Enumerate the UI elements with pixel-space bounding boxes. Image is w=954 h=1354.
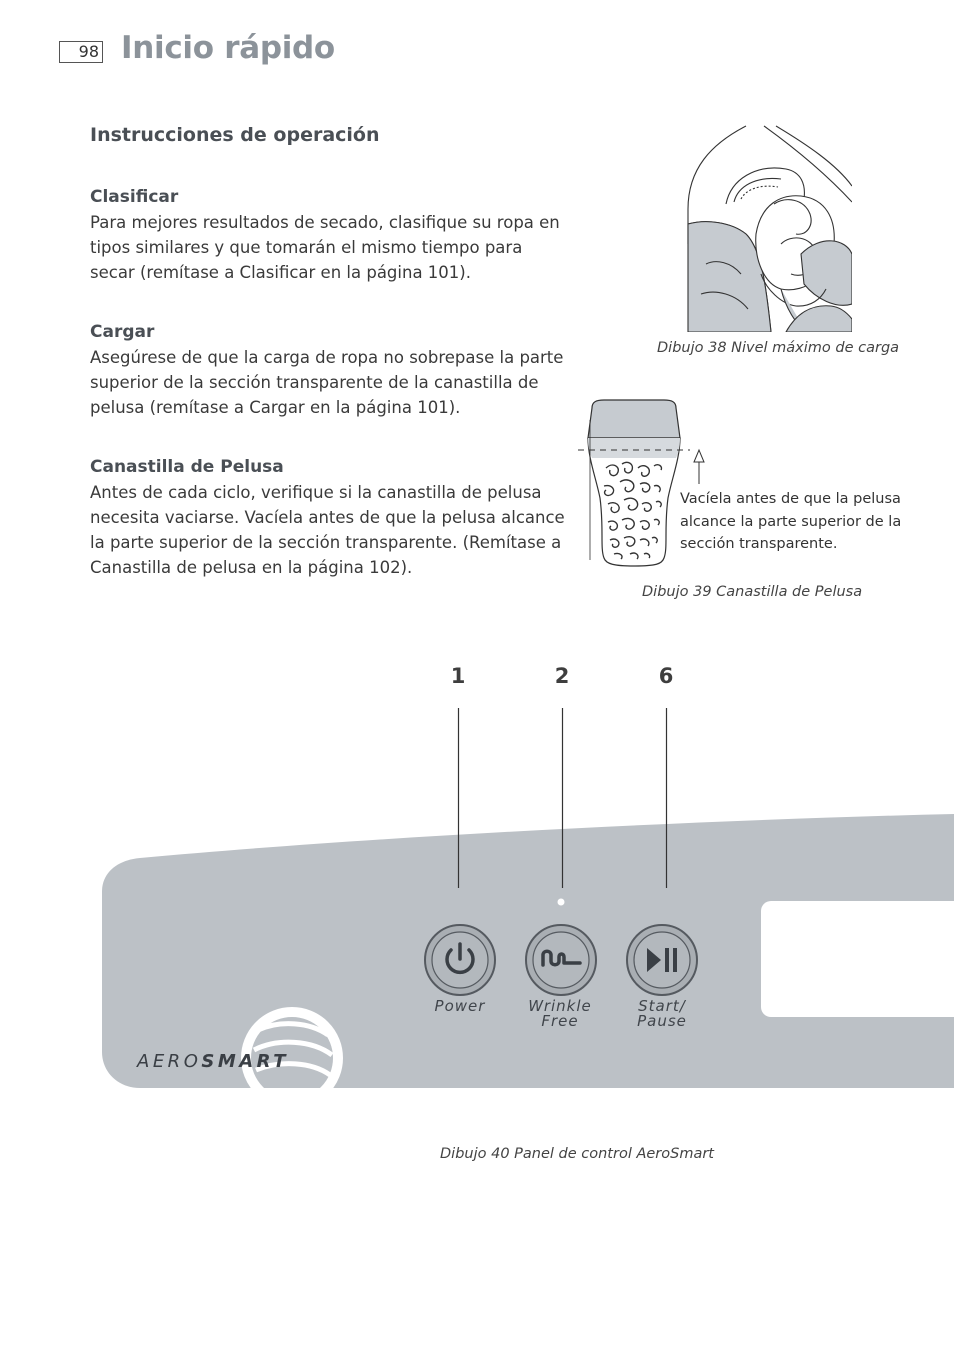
- figure-40-caption: Dibujo 40 Panel de control AeroSmart: [440, 1146, 714, 1162]
- page-title: Inicio rápido: [121, 30, 335, 66]
- wrinkle-free-icon: [524, 923, 598, 997]
- section-body: Antes de cada ciclo, verifique si la canastilla de pelusa necesita vaciarse. Vacíela antes de que la pelusa alcance la parte superior de la sección transparente. (Remítase a Canastilla de pelusa en la página 102).: [90, 483, 565, 577]
- start-pause-button[interactable]: [625, 923, 699, 997]
- section-heading: Cargar: [90, 322, 155, 342]
- section-heading: Clasificar: [90, 187, 179, 207]
- figure-39-caption: Dibujo 39 Canastilla de Pelusa: [642, 584, 863, 600]
- play-pause-icon: [625, 923, 699, 997]
- wrinkle-free-button[interactable]: [524, 923, 598, 997]
- logo-prefix: AERO: [137, 1051, 202, 1072]
- section-body: Para mejores resultados de secado, clasifique su ropa en tipos similares y que tomarán el mismo tiempo para secar (remítase a Clasificar en la página 101).: [90, 213, 560, 282]
- power-button[interactable]: [423, 923, 497, 997]
- wrinkle-free-button-label: Wrinkle Free: [528, 997, 592, 1030]
- logo-suffix: SMART: [201, 1051, 290, 1072]
- page-number: 98: [59, 41, 103, 63]
- callout-2: 2: [554, 664, 570, 688]
- aerosmart-logo: [137, 1051, 289, 1072]
- callout-6: 6: [658, 664, 674, 688]
- callout-1: 1: [450, 664, 466, 688]
- indicator-light: [558, 899, 565, 906]
- start-pause-button-label: Start/ Pause: [637, 997, 687, 1030]
- figure-38-caption: Dibujo 38 Nivel máximo de carga: [657, 340, 900, 356]
- figure-39-note: Vacíela antes de que la pelusa alcance la parte superior de la sección transparente.: [680, 491, 902, 552]
- section-body: Asegúrese de que la carga de ropa no sobrepase la parte superior de la sección transparente de la canastilla de pelusa (remítase a Cargar en la página 101).: [90, 348, 564, 417]
- power-icon: [423, 923, 497, 997]
- section-heading: Canastilla de Pelusa: [90, 457, 284, 477]
- section-title: Instrucciones de operación: [90, 124, 380, 146]
- power-button-label: Power: [434, 997, 486, 1015]
